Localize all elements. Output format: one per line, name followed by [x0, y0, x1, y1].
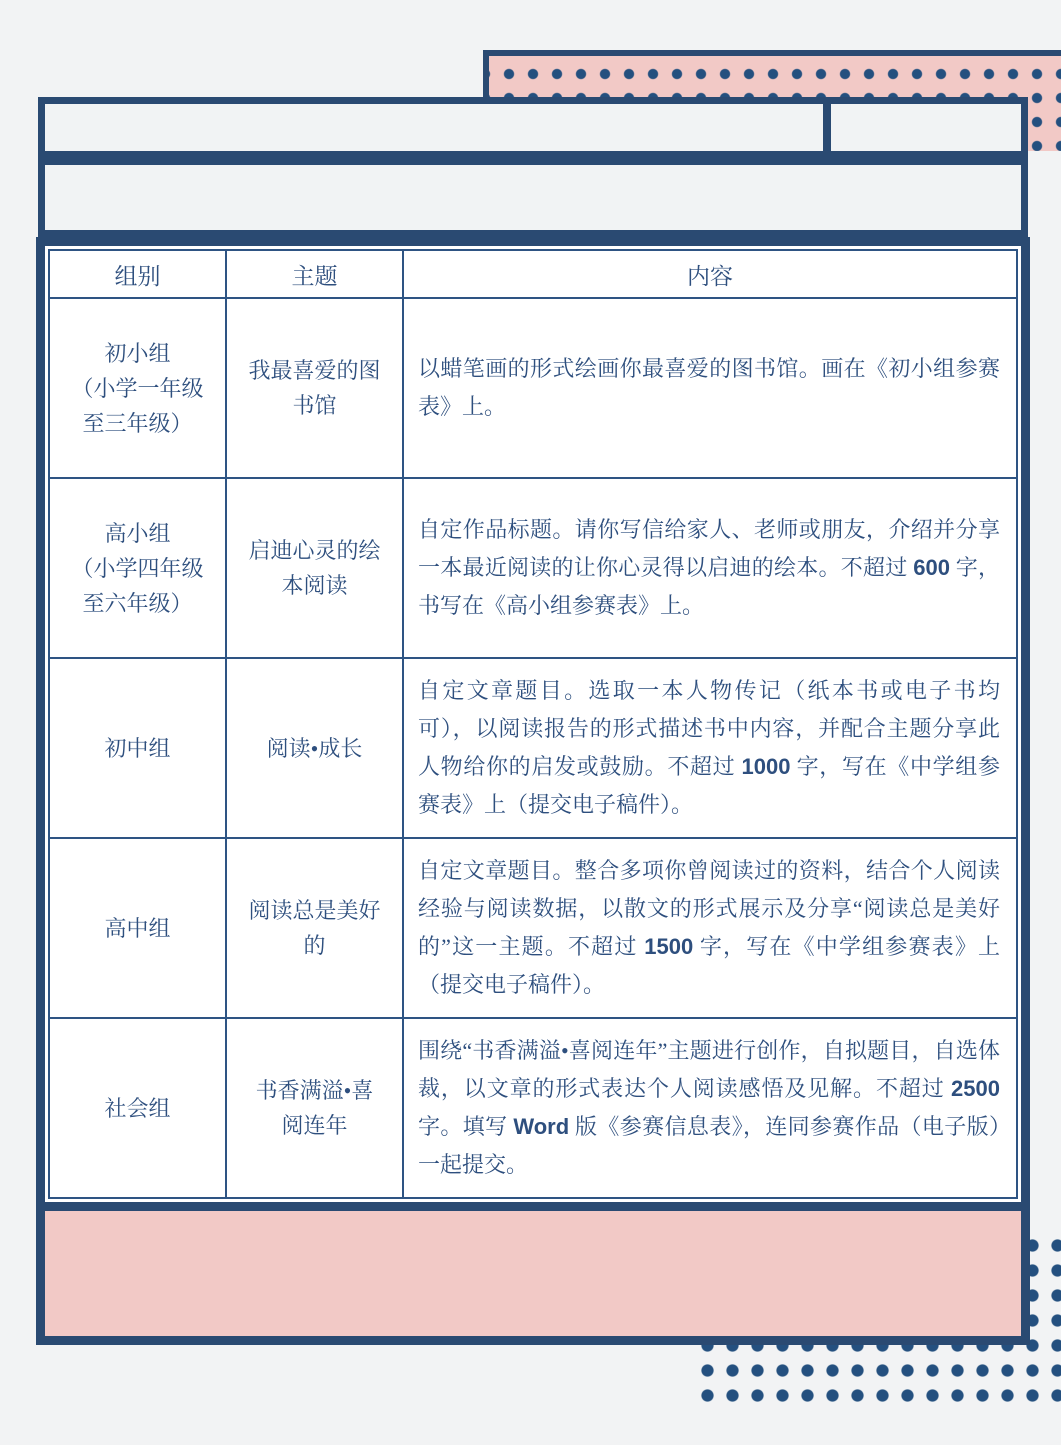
group-cell	[49, 658, 226, 838]
header-title-cell	[45, 104, 823, 151]
table-row-primary-upper	[49, 478, 1017, 658]
main-frame	[36, 237, 1030, 1345]
table-row-community	[49, 1018, 1017, 1198]
theme-cell: 阅读•成长	[226, 658, 403, 838]
group-cell	[49, 298, 226, 478]
table-header-row	[49, 250, 1017, 298]
group-name: 高小组	[104, 520, 171, 546]
group-name: 高中组	[104, 915, 171, 941]
content-cell: 以蜡笔画的形式绘画你最喜爱的图书馆。画在《初小组参赛表》上。	[403, 298, 1017, 478]
content-cell: 自定文章题目。整合多项你曾阅读过的资料，结合个人阅读经验与阅读数据，以散文的形式展示及分享“阅读总是美好的”这一主题。不超过 1500 字，写在《中学组参赛表》上（提交电子稿件）。	[403, 838, 1017, 1018]
footer-highlight-box	[45, 1202, 1021, 1336]
group-cell	[49, 478, 226, 658]
theme-cell: 阅读总是美好的	[226, 838, 403, 1018]
col-header-content: 内容	[403, 250, 1017, 298]
group-name: 社会组	[104, 1095, 171, 1121]
table-wrapper	[45, 246, 1021, 1202]
group-cell	[49, 838, 226, 1018]
table-row-junior-secondary	[49, 658, 1017, 838]
content-cell: 围绕“书香满溢•喜阅连年”主题进行创作，自拟题目，自选体裁，以文章的形式表达个人阅读感悟及见解。不超过 2500 字。填写 Word 版《参赛信息表》，连同参赛作品（电子版）一起提交。	[403, 1018, 1017, 1198]
col-header-theme: 主题	[226, 250, 403, 298]
theme-cell: 启迪心灵的绘本阅读	[226, 478, 403, 658]
theme-cell: 我最喜爱的图书馆	[226, 298, 403, 478]
theme-cell: 书香满溢•喜阅连年	[226, 1018, 403, 1198]
table-row-senior-secondary	[49, 838, 1017, 1018]
header-side-cell	[823, 104, 1021, 151]
table-row-primary-lower	[49, 298, 1017, 478]
header-subtitle-box	[38, 158, 1028, 237]
content-cell: 自定作品标题。请你写信给家人、老师或朋友，介绍并分享一本最近阅读的让你心灵得以启迪的绘本。不超过 600 字，书写在《高小组参赛表》上。	[403, 478, 1017, 658]
group-name: 初小组	[104, 340, 171, 366]
content-cell: 自定文章题目。选取一本人物传记（纸本书或电子书均可），以阅读报告的形式描述书中内容，并配合主题分享此人物给你的启发或鼓励。不超过 1000 字，写在《中学组参赛表》上（提交电子稿件）。	[403, 658, 1017, 838]
group-grades: （小学一年级至三年级）	[71, 375, 204, 436]
groups-table	[48, 249, 1018, 1199]
group-grades: （小学四年级至六年级）	[71, 555, 204, 616]
header-title-row	[38, 97, 1028, 158]
col-header-group: 组别	[49, 250, 226, 298]
group-name: 初中组	[104, 735, 171, 761]
group-cell	[49, 1018, 226, 1198]
